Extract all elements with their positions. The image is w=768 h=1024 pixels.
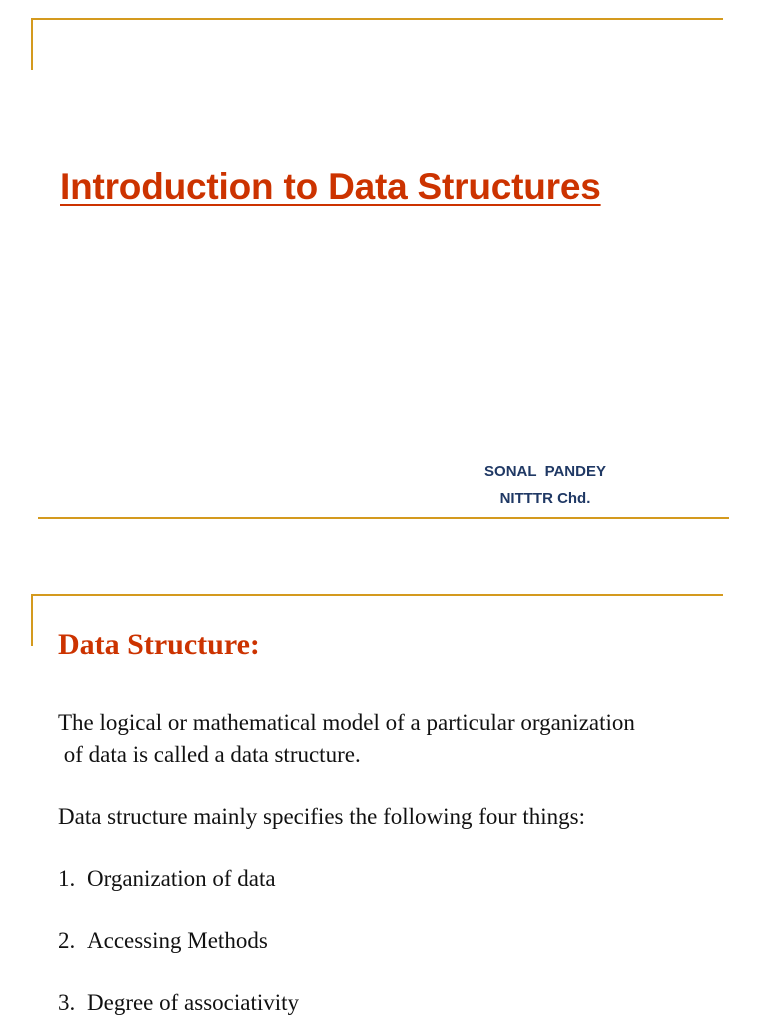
slide1-title: Introduction to Data Structures: [60, 166, 601, 207]
slide2-title: Data Structure:: [58, 628, 260, 661]
list-item-number: 2.: [58, 928, 76, 953]
slide2-left-rule: [31, 594, 33, 646]
list-item-number: 1.: [58, 866, 76, 891]
list-item-text: Organization of data: [87, 866, 276, 891]
slide1-bottom-rule: [38, 517, 729, 519]
list-item-text: Accessing Methods: [87, 928, 268, 953]
slide2-top-rule: [31, 594, 723, 596]
list-item: [58, 866, 276, 892]
list-item-text: Degree of associativity: [87, 990, 300, 1015]
author-name: SONAL PANDEY: [484, 463, 606, 480]
definition-paragraph: [58, 707, 635, 771]
definition-line-2: of data is called a data structure.: [58, 742, 361, 767]
list-item-number: 3.: [58, 990, 76, 1015]
author-block: [430, 458, 660, 512]
list-item: [58, 928, 268, 954]
intro-text: Data structure mainly specifies the following four things:: [58, 804, 585, 829]
list-item: [58, 990, 299, 1016]
slide1-left-rule: [31, 18, 33, 70]
author-institution: NITTTR Chd.: [499, 490, 591, 507]
definition-line-1: The logical or mathematical model of a particular organization: [58, 710, 635, 735]
slide1-top-rule: [31, 18, 723, 20]
